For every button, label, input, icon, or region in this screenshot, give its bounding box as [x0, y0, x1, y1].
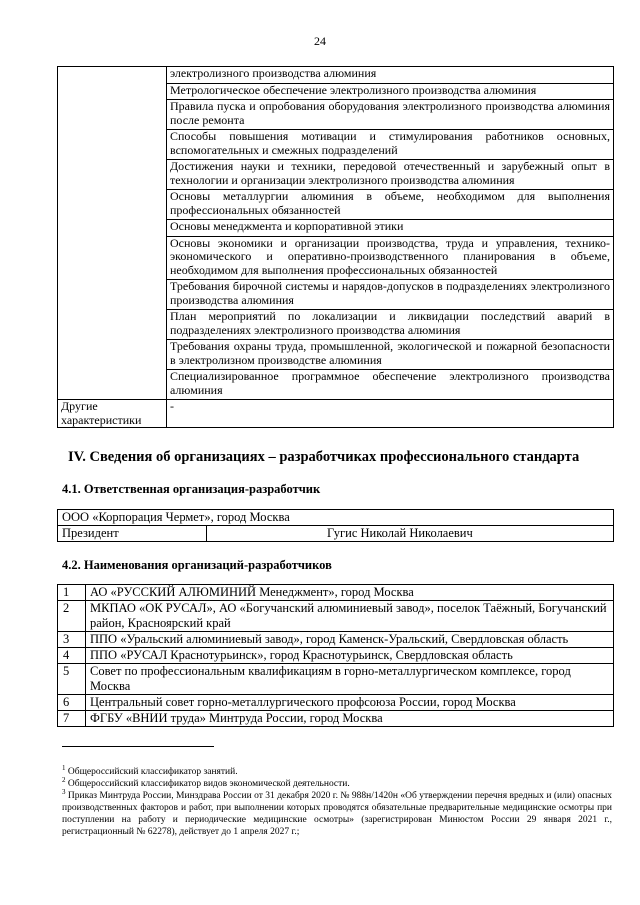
footnote-mark: 2	[62, 775, 66, 784]
knowledge-item: Требования бирочной системы и нарядов-допусков в подразделениях электролизного производства алюминия	[167, 280, 614, 310]
org-name: АО «РУССКИЙ АЛЮМИНИЙ Менеджмент», город Москва	[86, 585, 614, 601]
responsible-position: Президент	[58, 526, 207, 542]
org-name: ППО «РУСАЛ Краснотурьинск», город Краснотурьинск, Свердловская область	[86, 648, 614, 664]
knowledge-item: Метрологическое обеспечение электролизного производства алюминия	[167, 83, 614, 100]
footnote	[62, 787, 612, 838]
org-name: Центральный совет горно-металлургического профсоюза России, город Москва	[86, 695, 614, 711]
responsible-org-heading: 4.1. Ответственная организация-разработчик	[62, 482, 321, 496]
footnote-text: Общероссийский классификатор занятий.	[65, 767, 238, 777]
footnote	[62, 763, 612, 778]
row-number: 3	[58, 632, 86, 648]
knowledge-item: Основы менеджмента и корпоративной этики	[167, 220, 614, 237]
row-number: 7	[58, 711, 86, 727]
knowledge-item: Основы экономики и организации производства, труда и управления, технико-экономического и оперативно-производственного планирования в объеме, необходимом для выполнения профессиональных обязанностей	[167, 236, 614, 280]
table-row	[58, 695, 614, 711]
row-number: 2	[58, 601, 86, 632]
org-name: МКПАО «ОК РУСАЛ», АО «Богучанский алюминиевый завод», поселок Таёжный, Богучанский район, Красноярский край	[86, 601, 614, 632]
row-number: 6	[58, 695, 86, 711]
page-number: 24	[314, 34, 326, 48]
table-row	[58, 601, 614, 632]
row-number: 1	[58, 585, 86, 601]
footnote-mark: 3	[62, 787, 66, 796]
footnote	[62, 775, 612, 790]
table-row	[58, 632, 614, 648]
other-characteristics-value: -	[167, 400, 614, 428]
knowledge-item: Достижения науки и техники, передовой отечественный и зарубежный опыт в технологии и организации электролизного производства алюминия	[167, 160, 614, 190]
row-number: 4	[58, 648, 86, 664]
table-row	[58, 510, 614, 526]
responsible-person: Гугис Николай Николаевич	[207, 526, 614, 542]
row-number: 5	[58, 664, 86, 695]
footnote-divider	[62, 746, 214, 747]
knowledge-item: Способы повышения мотивации и стимулирования работников основных, вспомогательных и смежных подразделений	[167, 130, 614, 160]
table-row	[58, 648, 614, 664]
org-name: ФГБУ «ВНИИ труда» Минтруда России, город Москва	[86, 711, 614, 727]
footnote-text: Приказ Минтруда России, Минздрава России от 31 декабря 2020 г. № 988н/1420н «Об утверждении перечня вредных и (или) опасных производственных факторов и работ, при выполнении которых проводятся обязательные предварительные медицинские осмотры при поступлении на работу и периодические медицинские осмотры» (зарегистрирован Минюстом России 29 января 2021 г., регистрационный № 62278), действует до 1 апреля 2027 г.;	[62, 791, 612, 837]
responsible-org-name: ООО «Корпорация Чермет», город Москва	[58, 510, 614, 526]
knowledge-item: План мероприятий по локализации и ликвидации последствий аварий в подразделениях электролизного производства алюминия	[167, 310, 614, 340]
knowledge-item: Специализированное программное обеспечение электролизного производства алюминия	[167, 370, 614, 400]
knowledge-item: электролизного производства алюминия	[167, 67, 614, 84]
developer-orgs-table	[57, 584, 614, 727]
developer-orgs-heading: 4.2. Наименования организаций-разработчиков	[62, 558, 332, 572]
necessary-knowledge-table	[57, 66, 614, 428]
table-row	[58, 400, 614, 428]
table-row	[58, 67, 614, 84]
org-name: Совет по профессиональным квалификациям в горно-металлургическом комплексе, город Москва	[86, 664, 614, 695]
knowledge-item: Правила пуска и опробования оборудования электролизного производства алюминия после ремонта	[167, 100, 614, 130]
other-characteristics-label: Другие характеристики	[58, 400, 167, 428]
footnote-text: Общероссийский классификатор видов экономической деятельности.	[65, 779, 350, 789]
footnote-mark: 1	[62, 763, 66, 772]
table-row	[58, 526, 614, 542]
org-name: ППО «Уральский алюминиевый завод», город Каменск-Уральский, Свердловская область	[86, 632, 614, 648]
table-row	[58, 585, 614, 601]
knowledge-item: Требования охраны труда, промышленной, экологической и пожарной безопасности в электролизном производстве алюминия	[167, 340, 614, 370]
table-row	[58, 711, 614, 727]
knowledge-item: Основы металлургии алюминия в объеме, необходимом для выполнения профессиональных обязанностей	[167, 190, 614, 220]
footnotes	[62, 763, 612, 838]
responsible-org-table	[57, 509, 614, 542]
section-title: IV. Сведения об организациях – разработчиках профессионального стандарта	[68, 449, 580, 465]
table-row	[58, 664, 614, 695]
knowledge-label-cell	[58, 67, 167, 400]
